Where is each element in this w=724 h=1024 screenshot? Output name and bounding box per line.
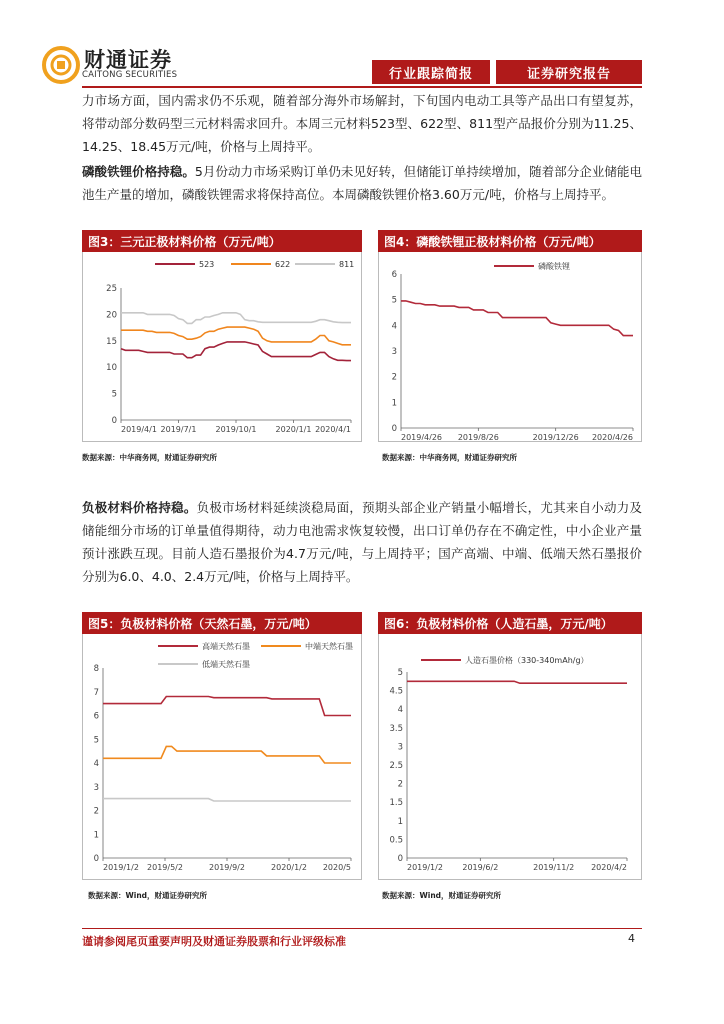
legend-label: 高端天然石墨 xyxy=(202,642,250,651)
y-tick-label: 2 xyxy=(93,806,99,817)
paragraph-anode-lead: 负极材料价格持稳。 xyxy=(82,500,197,515)
y-tick-label: 0 xyxy=(391,424,397,434)
fig5-frame xyxy=(82,634,362,880)
x-tick-label: 2019/4/1 xyxy=(121,425,157,434)
y-tick-label: 0.5 xyxy=(389,835,403,846)
y-tick-label: 6 xyxy=(93,711,99,722)
y-tick-label: 3 xyxy=(397,742,403,753)
x-tick-label: 2019/1/2 xyxy=(103,863,139,872)
fig4-frame xyxy=(378,252,642,442)
x-tick-label: 2019/12/26 xyxy=(532,433,579,440)
y-tick-label: 5 xyxy=(93,735,99,746)
fig5-source: 数据来源：Wind，财通证券研究所 xyxy=(88,891,208,900)
y-tick-label: 7 xyxy=(93,687,99,698)
legend-label: 523 xyxy=(199,260,215,269)
x-tick-label: 2019/7/1 xyxy=(160,425,197,434)
y-tick-label: 2 xyxy=(391,372,397,383)
x-tick-label: 2019/6/2 xyxy=(462,863,499,872)
fig6-source: 数据来源：Wind，财通证券研究所 xyxy=(382,891,502,900)
fig3-chart xyxy=(83,252,361,440)
x-tick-label: 2019/1/2 xyxy=(407,863,443,872)
fig4-chart xyxy=(379,252,641,440)
fig4-title: 图4：磷酸铁锂正极材料价格（万元/吨） xyxy=(378,230,642,252)
fig5-chart xyxy=(83,634,361,878)
x-tick-label: 2019/9/2 xyxy=(209,863,245,872)
fig4-source: 数据来源：中华商务网，财通证券研究所 xyxy=(382,453,517,462)
logo-text-en: CAITONG SECURITIES xyxy=(82,70,178,80)
x-tick-label: 2020/5 xyxy=(322,863,351,872)
y-tick-label: 0 xyxy=(397,854,403,864)
fig6-chart xyxy=(379,634,641,878)
fig3-frame xyxy=(82,252,362,442)
y-tick-label: 1 xyxy=(397,816,403,827)
paragraph-lfp xyxy=(82,160,642,206)
legend-label: 磷酸铁锂 xyxy=(538,262,570,271)
y-tick-label: 0 xyxy=(111,416,117,426)
y-tick-label: 5 xyxy=(397,668,403,678)
fig5-title: 图5：负极材料价格（天然石墨，万元/吨） xyxy=(82,612,362,634)
x-tick-label: 2019/4/26 xyxy=(401,433,443,440)
fig3-title: 图3：三元正极材料价格（万元/吨） xyxy=(82,230,362,252)
legend-label: 人造石墨价格（330-340mAh/g） xyxy=(465,656,589,665)
footer-disclaimer-link[interactable]: 谨请参阅尾页重要声明及财通证券股票和行业评级标准 xyxy=(82,935,346,948)
footer-divider xyxy=(82,928,642,929)
x-tick-label: 2020/1/1 xyxy=(275,425,312,434)
x-tick-label: 2020/4/2 xyxy=(591,863,627,872)
y-tick-label: 4 xyxy=(93,759,99,769)
header-tag-research: 证券研究报告 xyxy=(496,60,642,84)
y-tick-label: 4 xyxy=(391,321,397,332)
header-divider xyxy=(82,86,642,88)
y-tick-label: 3.5 xyxy=(389,723,403,734)
series-line-0 xyxy=(121,342,351,361)
paragraph-ternary: 力市场方面，国内需求仍不乐观，随着部分海外市场解封，下旬国内电动工具等产品出口有望复苏，将带动部分数码型三元材料需求回升。本周三元材料523型、622型、811型产品报价分别为11.25、14.25、18.45万元/吨，价格与上周持平。 xyxy=(82,93,642,154)
y-tick-label: 1 xyxy=(391,398,397,409)
y-tick-label: 8 xyxy=(93,664,99,674)
y-tick-label: 1.5 xyxy=(389,798,403,809)
y-tick-label: 5 xyxy=(111,389,117,400)
y-tick-label: 3 xyxy=(93,782,99,793)
paragraph-anode-body: 负极市场材料延续淡稳局面，预期头部企业产销量小幅增长，尤其来自小动力及储能细分市场的订单量值得期待，动力电池需求恢复较慢，出口订单仍存在不确定性，中小企业产量预计涨跌互现。目前人造石墨报价为4.7万元/吨，与上周持平；国产高端、中端、低端天然石墨报价分别为6.0、4.0、2.4万元/吨，价格与上周持平。 xyxy=(82,500,642,584)
series-line-2 xyxy=(121,313,351,324)
x-tick-label: 2020/1/2 xyxy=(271,863,307,872)
series-line-0 xyxy=(103,697,351,716)
logo-text-cn: 财通证券 xyxy=(84,48,172,72)
fig6-title: 图6：负极材料价格（人造石墨，万元/吨） xyxy=(378,612,642,634)
y-tick-label: 25 xyxy=(106,284,117,294)
y-tick-label: 20 xyxy=(106,310,117,321)
x-tick-label: 2019/8/26 xyxy=(457,433,499,440)
x-tick-label: 2020/4/1 xyxy=(315,425,351,434)
series-line-1 xyxy=(103,746,351,763)
legend-label: 中端天然石墨 xyxy=(305,642,353,651)
series-line-0 xyxy=(407,681,627,683)
x-tick-label: 2020/4/26 xyxy=(591,433,633,440)
x-tick-label: 2019/5/2 xyxy=(147,863,183,872)
fig3-source: 数据来源：中华商务网，财通证券研究所 xyxy=(82,453,217,462)
y-tick-label: 4.5 xyxy=(389,686,403,697)
y-tick-label: 6 xyxy=(391,270,397,280)
paragraph-anode xyxy=(82,496,642,588)
y-tick-label: 15 xyxy=(106,336,117,347)
series-line-0 xyxy=(401,301,633,336)
y-tick-label: 3 xyxy=(391,347,397,357)
company-logo xyxy=(42,44,192,88)
legend-label: 622 xyxy=(275,260,291,269)
logo-emblem-icon xyxy=(42,46,80,84)
legend-label: 811 xyxy=(339,260,355,269)
legend-label: 低端天然石墨 xyxy=(202,660,250,669)
x-tick-label: 2019/11/2 xyxy=(533,863,575,872)
y-tick-label: 2.5 xyxy=(389,761,403,771)
y-tick-label: 10 xyxy=(106,363,117,374)
y-tick-label: 2 xyxy=(397,779,403,790)
y-tick-label: 1 xyxy=(93,830,99,841)
fig6-frame xyxy=(378,634,642,880)
y-tick-label: 5 xyxy=(391,295,397,306)
y-tick-label: 0 xyxy=(93,854,99,864)
y-tick-label: 4 xyxy=(397,705,403,716)
paragraph-lfp-lead: 磷酸铁锂价格持稳。 xyxy=(82,164,195,179)
paragraph-lfp-body: 5月份动力市场采购订单仍未见好转，但储能订单持续增加，随着部分企业储能电池生产量的增加，磷酸铁锂需求将保持高位。本周磷酸铁锂价格3.60万元/吨，价格与上周持平。 xyxy=(82,164,642,202)
page-number: 4 xyxy=(628,932,635,945)
series-line-2 xyxy=(103,799,351,801)
header-tag-report-type: 行业跟踪简报 xyxy=(372,60,490,84)
x-tick-label: 2019/10/1 xyxy=(215,425,257,434)
